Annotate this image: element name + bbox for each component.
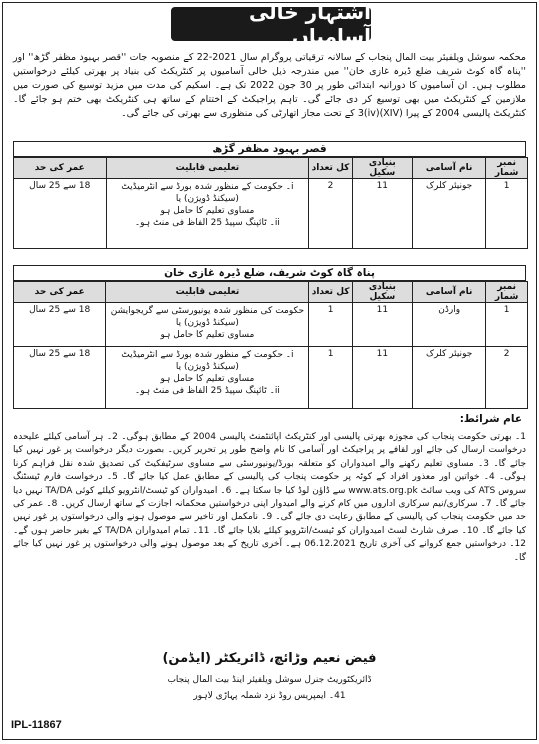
conditions-heading: عام شرائط: xyxy=(459,413,522,425)
qual-line: i۔ حکومت کے منظور شدہ بورڈ سے انٹرمیڈیٹ (سیکنڈ ڈویژن) یا xyxy=(121,182,294,204)
intro-paragraph: محکمہ سوشل ویلفیئر بیت المال پنجاب کے سالانہ ترقیاتی پروگرام سال 2021-22 کے منصوبہ جات ''قصر بہبود مظفر گڑھ'' اور ''پناہ گاہ کوٹ شریف ضلع ڈیرہ غازی خان'' میں مندرجہ ذیل خالی آسامیوں پر کنٹریکٹ کی بنیاد پر بھرتی کیلئے درخواستیں مطلوب ہیں۔ ان آسامیوں کا دورانیہ ابتدائی طور پر 30 جون 2022 تک ہے۔ اسکیم کی مدت میں مزید توسیع کی صورت میں ملازمین کے کنٹریکٹ میں بھی توسیع کر دی جائے گی۔ تاہم پراجیکٹ کے اختتام کے ساتھ ہی کنٹریکٹ بھی ختم ہو جائے گا۔ کنٹریکٹ پالیسی 2004 کے پیرا (XIV)(iv)3 کے تحت مجاز اتھارٹی کی منظوری سے بھرتی کی جائے گی۔ xyxy=(13,52,527,119)
header-age: عمر کی حد xyxy=(14,282,106,303)
cell-count: 1 xyxy=(309,303,352,347)
ad-title: اشتہار خالی آسامیاں xyxy=(248,0,371,48)
signatory-office: ڈائریکٹوریٹ جنرل سوشل ویلفیئر اینڈ بیت المال پنجاب xyxy=(167,675,372,685)
header-qualification: تعلیمی قابلیت xyxy=(106,282,309,303)
cell-post: جونیئر کلرک xyxy=(413,347,486,409)
header-post: نام آسامی xyxy=(413,282,486,303)
table-row xyxy=(14,347,528,409)
cell-qualification xyxy=(106,347,309,409)
cell-age: 18 سے 25 سال xyxy=(14,347,106,409)
header-no: نمبر شمار xyxy=(486,282,528,303)
cell-age: 18 سے 25 سال xyxy=(14,179,107,249)
cell-scale: 11 xyxy=(352,179,412,249)
cell-count: 2 xyxy=(309,179,352,249)
table-header-row xyxy=(14,158,528,179)
header-count: کل تعداد xyxy=(309,158,352,179)
cell-no: 2 xyxy=(486,347,528,409)
advertisement-page xyxy=(2,2,537,740)
ipl-number: IPL-11867 xyxy=(11,719,62,731)
cell-scale: 11 xyxy=(352,303,412,347)
signatory-address: 41۔ ایمپریس روڈ نزد شملہ پہاڑی لاہور xyxy=(193,691,346,701)
cell-post: وارڈن xyxy=(413,303,486,347)
qual-line: مساوی تعلیم کا حامل ہو xyxy=(160,330,255,340)
header-age: عمر کی حد xyxy=(14,158,107,179)
qual-line: مساوی تعلیم کا حامل ہو xyxy=(160,206,255,216)
jobs-table-1 xyxy=(13,157,528,249)
cell-count: 1 xyxy=(309,347,352,409)
header-scale: بنیادی سکیل xyxy=(352,282,412,303)
cell-qualification xyxy=(106,179,309,249)
qual-line: ii۔ ٹائپنگ سپیڈ 25 الفاظ فی منٹ ہو۔ xyxy=(134,218,280,228)
qual-line: i۔ حکومت کے منظور شدہ بورڈ سے انٹرمیڈیٹ (سیکنڈ ڈویژن) یا xyxy=(121,350,294,372)
cell-no: 1 xyxy=(486,303,528,347)
section-title-1: قصر بہبود مظفر گڑھ xyxy=(13,141,526,157)
table-header-row xyxy=(14,282,528,303)
cell-post: جونیئر کلرک xyxy=(412,179,485,249)
cell-age: 18 سے 25 سال xyxy=(14,303,106,347)
ad-title-banner xyxy=(171,0,371,48)
jobs-table-2 xyxy=(13,281,528,409)
cell-scale: 11 xyxy=(352,347,412,409)
header-qualification: تعلیمی قابلیت xyxy=(106,158,309,179)
header-count: کل تعداد xyxy=(309,282,352,303)
conditions-text: 1۔ بھرتی حکومت پنجاب کی مجوزہ بھرتی پالیسی اور کنٹریکٹ اپائنٹمنٹ پالیسی 2004 کے مطابق ہوگی۔ 2۔ ہر آسامی کیلئے علیحدہ درخواست ارسال کی جائے اور لفافے پر پراجیکٹ اور آسامی کا نام واضح طور پر تحریر کریں۔ بصورت دیگر درخواست پر غور نہیں کیا جائے گا۔ 3۔ مساوی تعلیم رکھنے والے امیدواران کو متعلقہ بورڈ/یونیورسٹی سے مساوی سرٹیفکیٹ کی تصدیق شدہ نقل فراہم کرنا ہوگی۔ 4۔ خواتین اور معذور افراد کے کوٹہ پر حکومت پنجاب کی پالیسی کے مطابق عمل کیا جائے گا۔ 5۔ درخواست فارم ٹیسٹنگ سروس ATS کی ویب سائٹ www.ats.org.pk سے ڈاؤن لوڈ کیا جا سکتا ہے۔ 6۔ امیدواران کو ٹیسٹ/انٹرویو کیلئے کوئی TA/DA نہیں دیا جائے گا۔ 7۔ سرکاری/نیم سرکاری اداروں میں کام کرنے والے امیدوار اپنی درخواستیں محکمانہ اجازت کے ساتھ ارسال کریں۔ 8۔ عمر کی حد میں حکومت پنجاب کی پالیسی کے مطابق رعایت دی جائے گی۔ 9۔ نامکمل اور تاخیر سے موصول ہونے والی درخواستوں پر غور نہیں کیا جائے گا۔ 10۔ صرف شارٹ لسٹ امیدواران کو ٹیسٹ/انٹرویو کیلئے بلایا جائے گا۔ 11۔ تمام امیدواران TA/DA کے بغیر حاضر ہوں گے۔ 12۔ درخواستیں جمع کروانے کی آخری تاریخ 06.12.2021 ہے۔ آخری تاریخ کے بعد موصول ہونے والی درخواستوں پر غور نہیں کیا جائے گا۔ xyxy=(13,432,527,563)
header-scale: بنیادی سکیل xyxy=(352,158,412,179)
qual-line: حکومت کی منظور شدہ یونیورسٹی سے گریجوایشن (سیکنڈ ڈویژن) یا xyxy=(110,306,305,328)
cell-no: 1 xyxy=(486,179,528,249)
cell-qualification xyxy=(106,303,309,347)
qual-line: ii۔ ٹائپنگ سپیڈ 25 الفاظ فی منٹ ہو۔ xyxy=(134,386,280,396)
table-row xyxy=(14,303,528,347)
signatory-name: فیض نعیم وڑائچ، ڈائریکٹر (ایڈمن) xyxy=(162,651,377,666)
header-no: نمبر شمار xyxy=(486,158,528,179)
header-post: نام آسامی xyxy=(412,158,485,179)
table-row xyxy=(14,179,528,249)
qual-line: مساوی تعلیم کا حامل ہو xyxy=(160,374,255,384)
section-title-2: پناہ گاہ کوٹ شریف، ضلع ڈیرہ غازی خان xyxy=(13,265,526,281)
